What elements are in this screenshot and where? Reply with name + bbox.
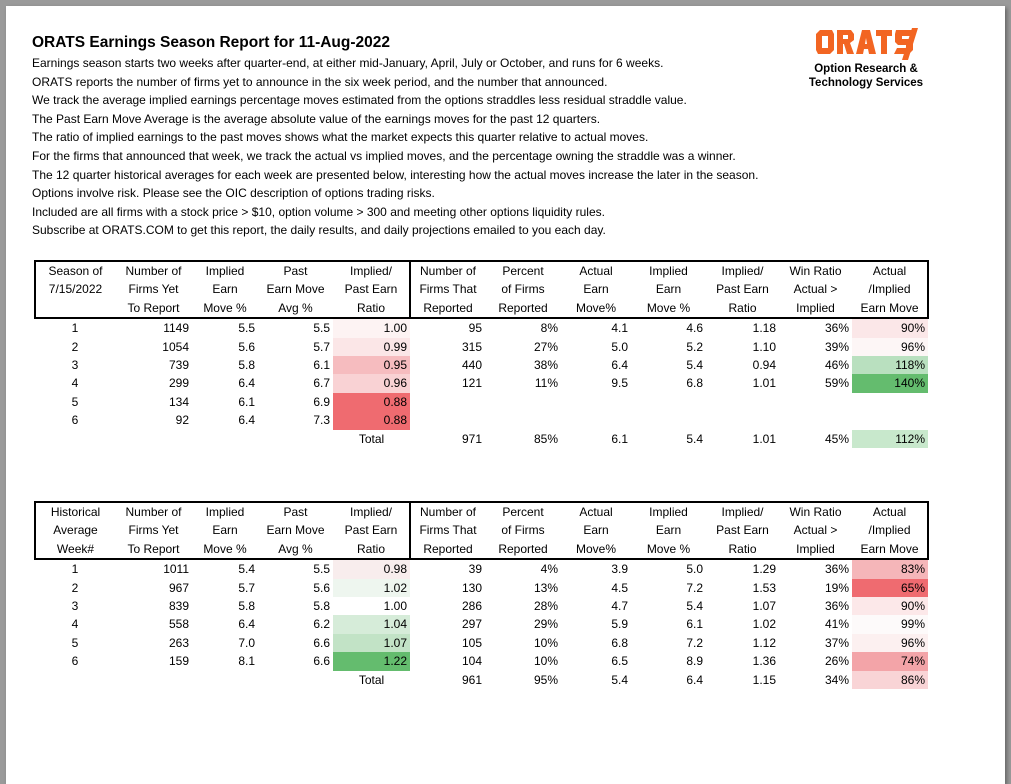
table-cell: 29% — [533, 617, 558, 632]
table-cell — [631, 393, 706, 411]
table-cell: 5.9 — [611, 617, 628, 632]
table-cell: 6.1 — [611, 431, 628, 446]
column-header: Actual — [872, 505, 907, 519]
column-header: Win Ratio — [789, 505, 842, 519]
column-header: of Firms — [501, 523, 545, 538]
logo-line-2: Technology Services — [808, 77, 924, 89]
table-cell: 1.02 — [752, 617, 776, 632]
table-cell: 5.2 — [686, 339, 703, 354]
table-cell — [852, 411, 928, 429]
table-cell: 7.0 — [238, 635, 255, 650]
table-cell: 4 — [71, 617, 79, 632]
table-cell: 28% — [533, 599, 558, 614]
column-header: Percent — [502, 264, 544, 278]
column-header: Past Earn — [333, 280, 410, 298]
table-cell: 26% — [824, 654, 849, 669]
table-cell: 8.9 — [686, 654, 703, 669]
column-header: Past Earn — [716, 523, 769, 538]
column-header: Move % — [203, 300, 247, 315]
table-cell: 159 — [168, 654, 189, 669]
column-header: Implied — [649, 505, 688, 519]
column-header: Past Earn — [333, 521, 410, 539]
table-cell — [561, 393, 631, 411]
table-cell: 5.6 — [238, 339, 255, 354]
table-cell: 1.02 — [333, 579, 410, 597]
table-cell: 134 — [168, 394, 189, 409]
table-cell: 967 — [168, 580, 189, 595]
table-cell: 11% — [534, 376, 558, 391]
table-cell: 6.6 — [313, 635, 330, 650]
table-cell: 286 — [461, 599, 482, 614]
column-header: Win Ratio — [789, 264, 842, 278]
column-header: Earn — [212, 282, 238, 297]
table-cell: 6.1 — [686, 617, 703, 632]
table-cell: 5.0 — [686, 562, 703, 577]
column-header: Implied — [205, 505, 245, 519]
table-cell: 0.88 — [333, 411, 410, 429]
table-cell — [706, 393, 779, 411]
table-cell: 0.94 — [752, 358, 776, 373]
table-cell — [192, 430, 258, 448]
table-body — [35, 559, 928, 689]
table-cell: 1.10 — [752, 339, 776, 354]
table-cell: 1.04 — [333, 615, 410, 633]
table-cell: 38% — [533, 358, 558, 373]
table-cell: 121 — [461, 376, 482, 391]
table-cell: 46% — [824, 358, 849, 373]
table-cell: 6.6 — [313, 654, 330, 669]
table-cell: 105 — [461, 635, 482, 650]
table-cell: 96% — [852, 634, 928, 652]
table-cell: 92 — [175, 413, 189, 428]
column-header: Earn Move — [860, 541, 919, 556]
table-row — [35, 356, 928, 374]
table-cell: 2 — [71, 339, 79, 354]
column-header — [35, 299, 115, 318]
table-cell: 6.2 — [313, 617, 330, 632]
total-row — [35, 430, 928, 448]
table-cell: 65% — [852, 579, 928, 597]
table-cell: 4.1 — [611, 321, 628, 336]
table-cell: 299 — [168, 376, 189, 391]
table-cell: 1149 — [163, 321, 189, 336]
column-header: Firms Yet — [128, 282, 179, 297]
table-cell — [485, 393, 561, 411]
header-row — [35, 540, 928, 559]
table-cell: 140% — [852, 374, 928, 392]
table-cell: 0.99 — [333, 338, 410, 356]
table-cell: 315 — [461, 339, 482, 354]
table-cell: 13% — [533, 580, 558, 595]
table-cell: 4.5 — [611, 580, 628, 595]
table-cell: 0.98 — [333, 559, 410, 578]
table-cell: 90% — [852, 318, 928, 337]
orats-wordmark — [814, 28, 918, 62]
table-cell: 5 — [71, 394, 79, 409]
table-cell: 5.4 — [611, 672, 628, 687]
table-cell: 99% — [852, 615, 928, 633]
table-cell: 83% — [852, 559, 928, 578]
table-cell: 0.95 — [333, 356, 410, 374]
column-header: Historical — [50, 505, 101, 519]
table-cell: 6.1 — [238, 394, 255, 409]
historical-average-table — [34, 501, 929, 689]
column-header: Implied — [649, 264, 688, 278]
table-cell — [192, 671, 258, 689]
table-cell: 7.2 — [686, 635, 703, 650]
table-cell: 0.88 — [333, 393, 410, 411]
column-header: Implied/ — [721, 264, 764, 278]
table-cell: 3 — [71, 599, 79, 614]
table-cell: 86% — [852, 671, 928, 689]
column-header: Move% — [575, 541, 616, 556]
table-body — [35, 318, 928, 448]
column-header: Number of — [419, 264, 477, 278]
table-cell — [485, 411, 561, 429]
table-cell: 96% — [852, 338, 928, 356]
table-row — [35, 338, 928, 356]
table-cell: 85% — [533, 431, 558, 446]
table-cell: 1.29 — [752, 562, 776, 577]
table-cell: 7.2 — [686, 580, 703, 595]
table-cell: 5.5 — [313, 562, 330, 577]
table-cell: 6.5 — [611, 654, 628, 669]
table-cell: 6.9 — [313, 394, 330, 409]
header-row — [35, 502, 928, 521]
column-header: Actual — [872, 264, 907, 278]
table-cell: 1.22 — [333, 652, 410, 670]
table-cell: 4 — [71, 376, 79, 391]
table-cell: 0.96 — [333, 374, 410, 392]
table-cell: 263 — [168, 635, 189, 650]
table-row — [35, 579, 928, 597]
column-header: Week# — [56, 541, 95, 556]
table-row — [35, 634, 928, 652]
table-cell: 27% — [533, 339, 558, 354]
table-cell — [115, 430, 192, 448]
column-header: Move % — [646, 541, 691, 556]
table-cell: 8.1 — [238, 654, 255, 669]
table-cell: 5.8 — [313, 599, 330, 614]
column-header: Ratio — [333, 540, 410, 559]
table-cell: 90% — [852, 597, 928, 615]
column-header: Past — [283, 505, 308, 519]
column-header: Earn — [212, 523, 238, 538]
table-cell: 5 — [71, 635, 79, 650]
table-cell: 104 — [461, 654, 482, 669]
table-cell — [561, 411, 631, 429]
column-header: To Report — [127, 541, 180, 556]
column-header: Percent — [502, 505, 544, 519]
table-cell: 5.5 — [313, 321, 330, 336]
column-header: Move% — [575, 300, 616, 315]
table-cell: 10% — [533, 635, 558, 650]
column-header: Implied/ — [721, 505, 764, 519]
table-cell: 1054 — [162, 339, 189, 354]
table-cell: 74% — [852, 652, 928, 670]
table-cell: 5.4 — [686, 358, 703, 373]
total-row — [35, 671, 928, 689]
table-cell: 41% — [824, 617, 849, 632]
table-cell: 6 — [71, 413, 79, 428]
table-cell: 5.7 — [238, 580, 255, 595]
table-cell: 37% — [824, 635, 849, 650]
column-header: Actual > — [793, 282, 838, 297]
column-header: Firms That — [419, 282, 477, 297]
table-cell: 1.12 — [752, 635, 776, 650]
table-cell: 5.0 — [611, 339, 628, 354]
table-cell: 6 — [71, 654, 79, 669]
intro-line: Earnings season starts two weeks after quarter-end, at either mid-January, April, July or October, and runs for 6 weeks. — [32, 56, 664, 70]
table-cell: 10% — [533, 654, 558, 669]
table-cell — [852, 393, 928, 411]
table-cell: 36% — [824, 321, 849, 336]
table-cell: 112% — [852, 430, 928, 448]
table-cell: Total — [358, 672, 385, 687]
table-cell: 6.4 — [611, 358, 628, 373]
column-header: Implied/ — [333, 261, 410, 280]
column-header: Move % — [646, 300, 691, 315]
orats-logo — [786, 28, 946, 90]
table-cell — [35, 430, 115, 448]
table-cell: 5.4 — [238, 562, 255, 577]
table-cell: 1.07 — [752, 599, 776, 614]
column-header: /Implied — [868, 523, 911, 538]
column-header: Firms That — [419, 523, 477, 538]
table-cell: 6.4 — [686, 672, 703, 687]
table-cell — [631, 411, 706, 429]
table-cell: 6.4 — [238, 413, 255, 428]
table-cell: 6.4 — [238, 376, 255, 391]
header-row — [35, 299, 928, 318]
table-cell: 95% — [533, 672, 558, 687]
column-header: Number of — [125, 264, 182, 278]
table-cell: 1.01 — [752, 376, 776, 391]
table-header — [35, 502, 928, 559]
table-cell: 440 — [461, 358, 482, 373]
table-cell: 1 — [71, 321, 79, 336]
table-cell: 118% — [852, 356, 928, 374]
table-row — [35, 411, 928, 429]
table-cell: 5.8 — [238, 358, 255, 373]
column-header: Earn Move — [860, 300, 919, 315]
column-header: Ratio — [728, 300, 757, 315]
intro-line: Included are all firms with a stock price > $10, option volume > 300 and meeting other options liquidity rules. — [32, 204, 605, 219]
table-row — [35, 615, 928, 633]
table-cell — [779, 411, 852, 429]
table-cell: 4.7 — [611, 599, 628, 614]
column-header: Implied — [205, 264, 245, 278]
table-cell: 8% — [540, 321, 558, 336]
table-header — [35, 261, 928, 318]
column-header: Number of — [419, 505, 477, 519]
column-header: Actual > — [793, 523, 838, 538]
table-cell: 36% — [824, 562, 849, 577]
column-header: Past — [283, 264, 308, 278]
table-cell: 5.4 — [686, 599, 703, 614]
table-cell: 1.00 — [333, 597, 410, 615]
column-header: 7/15/2022 — [48, 282, 103, 297]
table-cell: 34% — [824, 672, 849, 687]
table-cell: 39% — [824, 339, 849, 354]
column-header: Reported — [423, 300, 473, 315]
table-cell: 1.00 — [333, 318, 410, 337]
table-cell: 39 — [468, 562, 482, 577]
table-row — [35, 393, 928, 411]
table-row — [35, 374, 928, 392]
table-cell: 1.07 — [333, 634, 410, 652]
column-header: Earn Move — [266, 523, 325, 538]
table-cell: 9.5 — [611, 376, 628, 391]
intro-line: The Past Earn Move Average is the average absolute value of the earnings moves for the past 12 quarters. — [32, 111, 601, 126]
column-header: Earn — [583, 523, 609, 538]
table-cell: 3.9 — [611, 562, 628, 577]
intro-line: The ratio of implied earnings to the past moves shows what the market expects this quarter relative to actual moves. — [32, 130, 649, 145]
column-header: Earn Move — [266, 282, 325, 297]
table-cell: 19% — [824, 580, 849, 595]
table-cell: Total — [358, 431, 385, 446]
table-cell: 6.4 — [238, 617, 255, 632]
current-season-table — [34, 260, 929, 448]
intro-line: Options involve risk. Please see the OIC description of options trading risks. — [32, 186, 435, 201]
table-cell: 59% — [824, 376, 849, 391]
table-row — [35, 559, 928, 578]
table-cell: 1.18 — [752, 321, 776, 336]
table-cell: 3 — [71, 358, 79, 373]
column-header: of Firms — [501, 282, 545, 297]
table-cell: 95 — [468, 321, 482, 336]
table-cell: 130 — [461, 580, 482, 595]
table-cell: 1011 — [163, 562, 189, 577]
column-header: Earn — [655, 523, 682, 538]
column-header: Reported — [498, 300, 548, 315]
column-header: /Implied — [868, 282, 911, 297]
column-header: Implied/ — [333, 502, 410, 521]
intro-line: For the firms that announced that week, we track the actual vs implied moves, and the percentage owning the straddle was a winner. — [32, 148, 736, 163]
table-cell: 839 — [168, 599, 189, 614]
column-header: Actual — [579, 505, 613, 519]
table-cell: 36% — [824, 599, 849, 614]
column-header: Ratio — [333, 299, 410, 318]
column-header: Firms Yet — [128, 523, 179, 538]
column-header: Reported — [498, 541, 548, 556]
header-row — [35, 261, 928, 280]
column-header: Avg % — [278, 541, 313, 556]
table-cell: 7.3 — [313, 413, 330, 428]
column-header: To Report — [127, 300, 180, 315]
table-cell: 1.15 — [752, 672, 776, 687]
table-cell: 739 — [168, 358, 189, 373]
column-header: Implied — [796, 300, 835, 315]
column-header: Ratio — [728, 541, 757, 556]
column-header: Avg % — [278, 300, 313, 315]
column-header: Earn — [583, 282, 609, 297]
report-title: ORATS Earnings Season Report for 11-Aug-2022 — [32, 34, 391, 51]
intro-line: Subscribe at ORATS.COM to get this report, the daily results, and daily projections emailed to you each day. — [32, 223, 606, 238]
table-cell: 6.8 — [611, 635, 628, 650]
column-header: Move % — [203, 541, 247, 556]
table-cell — [258, 430, 333, 448]
table-cell: 2 — [71, 580, 79, 595]
intro-line: ORATS reports the number of firms yet to announce in the six week period, and the number that announced. — [32, 74, 608, 89]
column-header: Season of — [48, 264, 103, 278]
intro-text — [32, 54, 832, 240]
table-cell: 6.8 — [686, 376, 703, 391]
table-cell — [410, 393, 485, 411]
table-cell: 971 — [461, 431, 482, 446]
table-cell: 45% — [824, 431, 849, 446]
column-header: Average — [53, 523, 98, 538]
logo-line-1: Option Research & — [814, 63, 918, 75]
table-cell: 5.6 — [313, 580, 330, 595]
table-cell: 5.8 — [238, 599, 255, 614]
header-row — [35, 280, 928, 298]
table-cell — [410, 411, 485, 429]
table-cell: 1 — [71, 562, 79, 577]
table-cell: 4.6 — [686, 321, 703, 336]
table-row — [35, 652, 928, 670]
table-cell: 1.01 — [752, 431, 776, 446]
table-cell: 6.1 — [313, 358, 330, 373]
column-header: Past Earn — [716, 282, 769, 297]
intro-line: We track the average implied earnings percentage moves estimated from the options straddles less residual straddle value. — [32, 93, 687, 108]
table-cell: 5.4 — [686, 431, 703, 446]
table-row — [35, 318, 928, 337]
table-cell — [35, 671, 115, 689]
column-header: Reported — [423, 541, 473, 556]
table-cell: 5.7 — [313, 339, 330, 354]
header-row — [35, 521, 928, 539]
intro-line: The 12 quarter historical averages for each week are presented below, interesting how the actual moves increase the later in the season. — [32, 167, 759, 182]
report-page — [6, 6, 1005, 784]
table-cell — [115, 671, 192, 689]
table-cell: 1.53 — [752, 580, 776, 595]
table-cell: 961 — [461, 672, 482, 687]
table-row — [35, 597, 928, 615]
table-cell — [706, 411, 779, 429]
table-cell: 558 — [168, 617, 189, 632]
column-header: Implied — [796, 541, 835, 556]
table-cell: 6.7 — [313, 376, 330, 391]
table-cell — [258, 671, 333, 689]
table-cell: 5.5 — [238, 321, 255, 336]
column-header: Number of — [125, 505, 182, 519]
table-cell — [779, 393, 852, 411]
column-header: Actual — [579, 264, 613, 278]
table-cell: 1.36 — [752, 654, 776, 669]
table-cell: 4% — [540, 562, 558, 577]
column-header: Earn — [655, 282, 682, 297]
table-cell: 297 — [461, 617, 482, 632]
